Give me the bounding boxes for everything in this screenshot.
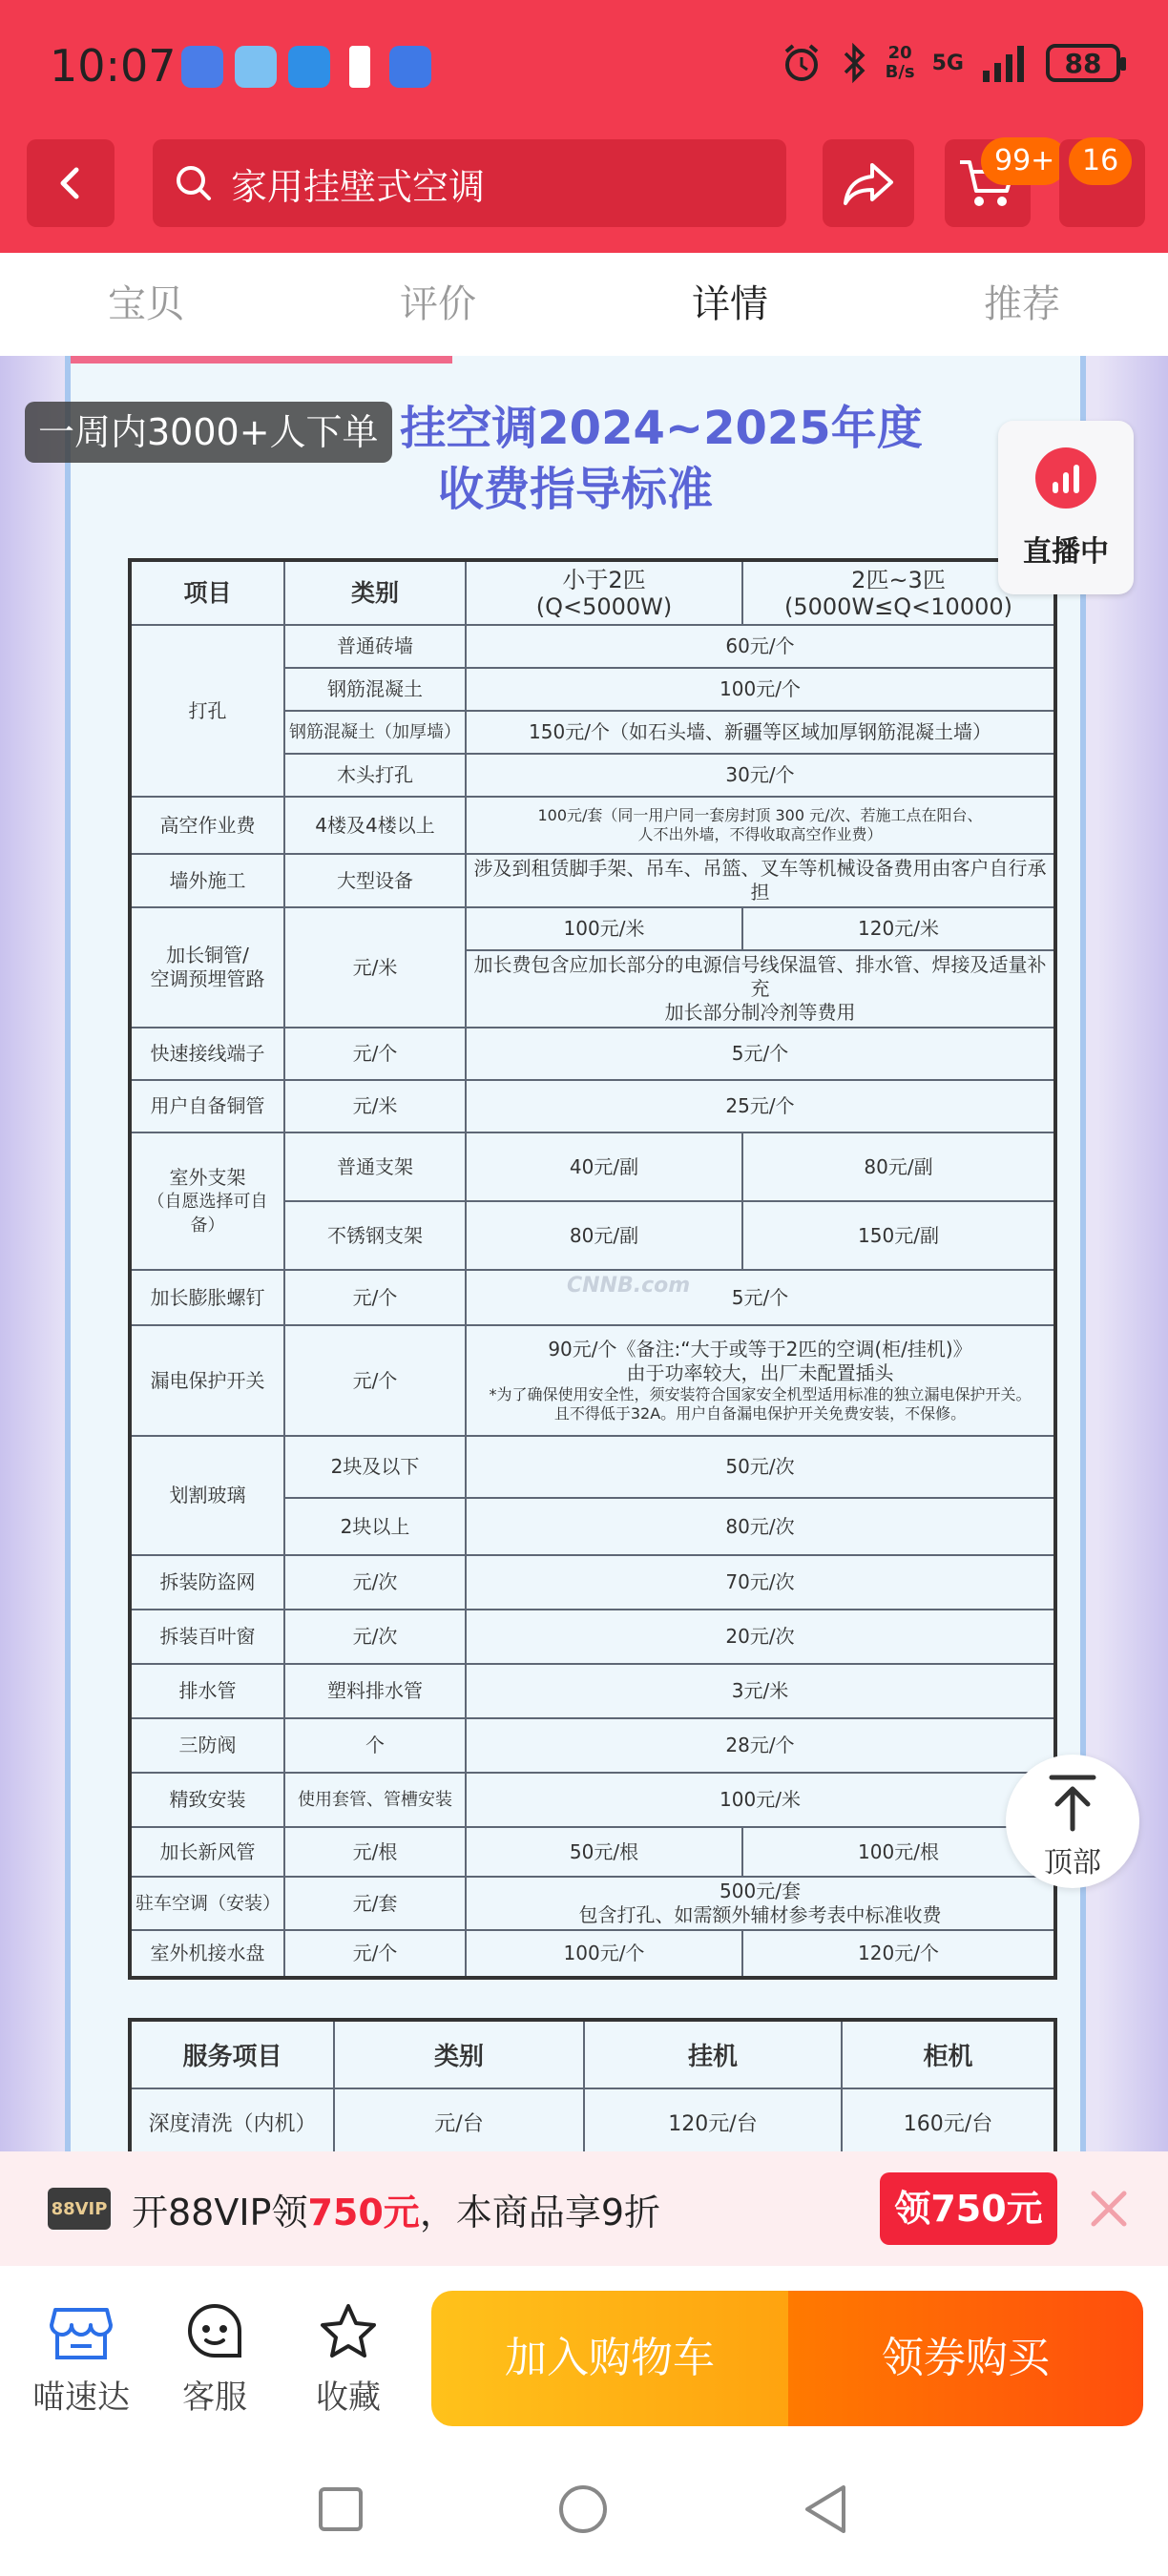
cell: 5元/个 [466,1028,1055,1080]
status-time: 10:07 [50,40,177,92]
cell: 120元/台 [584,2088,842,2151]
row-label: 驻车空调（安装） [130,1877,284,1930]
star-icon [317,2302,380,2361]
status-right [781,42,1120,84]
cell: 100元/米 [466,907,742,950]
cell: 100元/个 [466,668,1055,711]
cell: 元/套 [284,1877,466,1930]
cell: 使用套管、管槽安装 [284,1773,466,1827]
header-item: 项目 [130,560,284,625]
app-notification-icon [288,46,330,88]
cell: 120元/个 [742,1930,1055,1978]
header-small: 小于2匹 (Q<5000W) [466,560,742,625]
cell: 25元/个 [466,1080,1055,1132]
cell: 150元/副 [742,1201,1055,1270]
store-button[interactable] [19,2302,143,2418]
sim-icon [349,46,370,88]
network-type: 5G [931,51,964,75]
cell: 元/次 [284,1555,466,1610]
tab-details[interactable]: 详情 [692,282,768,326]
cell: 4楼及4楼以上 [284,797,466,854]
row-label: 加长新风管 [130,1827,284,1877]
cell: 80元/副 [466,1201,742,1270]
cell: 元/个 [284,1930,466,1978]
close-icon[interactable] [1086,2186,1132,2232]
bluetooth-icon [840,42,868,84]
search-text: 家用挂壁式空调 [231,165,486,208]
customer-service-label: 客服 [182,2379,247,2417]
cell: 大型设备 [284,854,466,907]
cell: 塑料排水管 [284,1664,466,1718]
sold-count-tag: 一周内3000+人下单 [25,402,392,463]
row-label: 加长铜管/ 空调预埋管路 [130,907,284,1028]
row-label: 三防阀 [130,1718,284,1773]
cell: 5元/个 [466,1270,1055,1325]
scroll-top-button[interactable] [1006,1755,1139,1888]
live-button[interactable] [998,421,1134,594]
customer-service-button[interactable] [153,2302,277,2418]
alarm-icon [781,42,823,84]
customer-service-icon [183,2302,246,2361]
cart-badge: 99+ [981,137,1068,185]
scroll-top-label: 顶部 [1044,1846,1101,1880]
tab-reviews[interactable]: 评价 [400,282,476,326]
row-label: 快速接线端子 [130,1028,284,1080]
fee-sheet [65,356,1086,2151]
cell: 150元/个（如石头墙、新疆等区域加厚钢筋混凝土墙） [466,711,1055,754]
cell: 28元/个 [466,1718,1055,1773]
vip-logo: 88VIP [48,2188,111,2230]
cell: 20元/次 [466,1610,1055,1664]
cell: 160元/台 [842,2088,1055,2151]
vip-banner[interactable] [0,2151,1168,2266]
cell: 50元/根 [466,1827,742,1877]
cell: 80元/副 [742,1132,1055,1201]
header-large: 2匹~3匹 (5000W≤Q<10000) [742,560,1055,625]
cell: 不锈钢支架 [284,1201,466,1270]
store-label: 喵速达 [32,2379,130,2417]
cell: 90元/个《备注:“大于或等于2匹的空调(柜/挂机)》 由于功率较大，出厂未配置插头 *为了确保使用安全性，须安装符合国家安全机型适用标准的独立漏电保护开关。 且不得低于32A。用户自备漏电保护开关免费安装，不保修。 [466,1325,1055,1436]
signal-icon [981,44,1029,82]
app-notification-icon [389,46,431,88]
buy-now-button[interactable]: 领券购买 [788,2291,1143,2426]
cell: 个 [284,1718,466,1773]
arrow-up-icon [1046,1772,1099,1833]
cell: 40元/副 [466,1132,742,1201]
status-app-icons [181,46,431,88]
sheet-title: 挂空调2024~2025年度 收费指导标准 [400,402,923,516]
status-bar [0,0,1168,134]
row-label: 打孔 [130,625,284,797]
back-nav-icon[interactable] [802,2483,849,2535]
tab-item[interactable]: 宝贝 [108,282,184,326]
header-category: 类别 [284,560,466,625]
system-nav-bar [0,2438,1168,2576]
row-label: 划割玻璃 [130,1436,284,1555]
row-label: 加长膨胀螺钉 [130,1270,284,1325]
row-label: 用户自备铜管 [130,1080,284,1132]
cart-button[interactable] [945,139,1055,227]
cell: 70元/次 [466,1555,1055,1610]
cell: 元/个 [284,1028,466,1080]
row-label: 拆装防盗网 [130,1555,284,1610]
message-button[interactable] [1059,139,1145,227]
nav-row [0,134,1168,253]
message-badge: 16 [1069,137,1132,185]
header-service-item: 服务项目 [130,2020,334,2088]
product-tabs [0,253,1168,356]
battery-indicator: 88 [1046,44,1120,82]
row-label: 精致安装 [130,1773,284,1827]
cell: 80元/次 [466,1498,1055,1555]
cell: 60元/个 [466,625,1055,668]
store-icon [50,2302,113,2361]
share-button[interactable] [823,139,914,227]
cell: 元/米 [284,1080,466,1132]
cell: 木头打孔 [284,754,466,797]
service-table [128,2018,1057,2151]
add-to-cart-button[interactable]: 加入购物车 [431,2291,788,2426]
cell: 元/个 [284,1325,466,1436]
cell: 3元/米 [466,1664,1055,1718]
cell: 元/台 [334,2088,584,2151]
row-label: 高空作业费 [130,797,284,854]
decor-bar [71,356,452,364]
cell: 涉及到租赁脚手架、吊车、吊篮、叉车等机械设备费用由客户自行承担 [466,854,1055,907]
cell: 普通砖墙 [284,625,466,668]
cell: 2块以上 [284,1498,466,1555]
live-icon [1035,447,1096,509]
cell: 元/个 [284,1270,466,1325]
cell: 50元/次 [466,1436,1055,1498]
cell: 钢筋混凝土（加厚墙） [284,711,466,754]
favorite-button[interactable] [286,2302,410,2418]
row-label: 室外支架 （自愿选择可自备） [130,1132,284,1270]
weather-icon [235,46,277,88]
detail-image [0,356,1168,2151]
cell: 100元/根 [742,1827,1055,1877]
cell: 30元/个 [466,754,1055,797]
chevron-left-icon [52,164,90,202]
cell: 普通支架 [284,1132,466,1201]
cell: 钢筋混凝土 [284,668,466,711]
row-label: 室外机接水盘 [130,1930,284,1978]
cell: 元/根 [284,1827,466,1877]
row-label: 深度清洗（内机） [130,2088,334,2151]
claim-vip-button[interactable]: 领750元 [880,2172,1057,2245]
cell: 元/米 [284,907,466,1028]
row-label: 墙外施工 [130,854,284,907]
app-notification-icon [181,46,223,88]
vip-text: 开88VIP领750元，本商品享9折 [132,2191,660,2233]
favorite-label: 收藏 [316,2379,381,2417]
recent-apps-icon[interactable] [317,2485,365,2533]
cell: 500元/套 包含打孔、如需额外辅材参考表中标准收费 [466,1877,1055,1930]
cell: 100元/个 [466,1930,742,1978]
row-label: 拆装百叶窗 [130,1610,284,1664]
watermark: CNNB.com [567,1274,691,1298]
row-label: 排水管 [130,1664,284,1718]
share-icon [840,159,897,207]
live-label: 直播中 [1023,535,1109,569]
cell: 100元/米 [466,1773,1055,1827]
cell: 2块及以下 [284,1436,466,1498]
cell: 元/次 [284,1610,466,1664]
cell: 100元/套（同一用户同一套房封顶 300 元/次、若施工点在阳台、 人不出外墙，不得收取高空作业费） [466,797,1055,854]
header-wall: 挂机 [584,2020,842,2088]
cell: 120元/米 [742,907,1055,950]
fee-table [128,558,1057,1980]
back-button[interactable] [27,139,115,227]
top-header [0,0,1168,253]
search-icon [174,163,214,203]
tab-recommend[interactable]: 推荐 [984,282,1060,326]
net-speed: 20 B/s [885,43,915,82]
search-bar[interactable] [153,139,786,227]
row-label: 漏电保护开关 [130,1325,284,1436]
header-cabinet: 柜机 [842,2020,1055,2088]
bottom-action-bar [0,2266,1168,2438]
home-icon[interactable] [557,2483,609,2535]
header-service-category: 类别 [334,2020,584,2088]
cell: 加长费包含应加长部分的电源信号线保温管、排水管、焊接及适量补充 加长部分制冷剂等费用 [466,950,1055,1028]
